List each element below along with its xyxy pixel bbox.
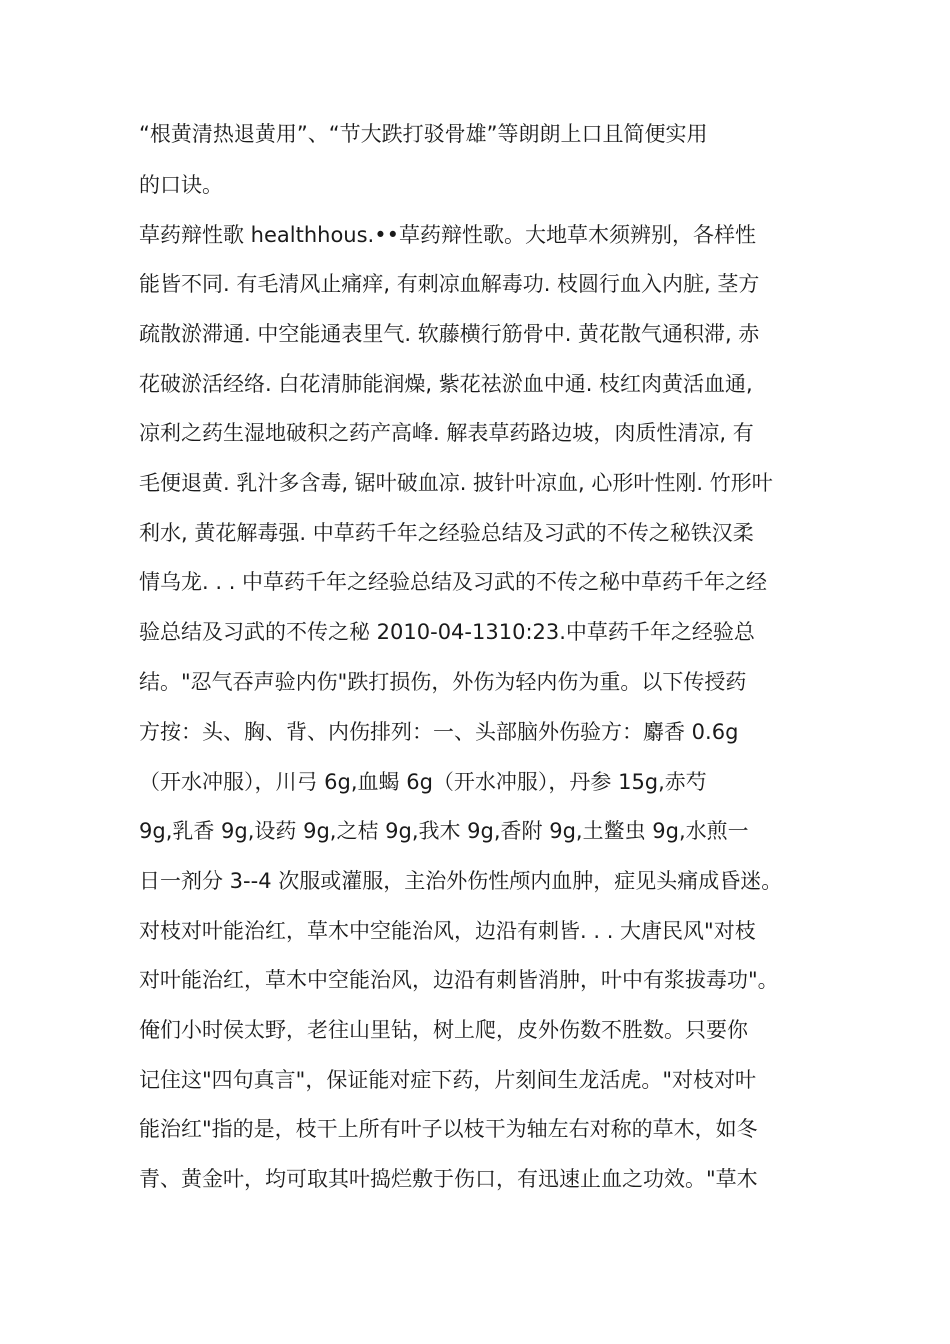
text-line: 花破淤活经络. 白花清肺能润燥, 紫花祛淤血中通. 枝红肉黄活血通, — [139, 372, 753, 396]
text-line: 利水, 黄花解毒强. 中草药千年之经验总结及习武的不传之秘铁汉柔 — [139, 521, 754, 545]
text-line: 的口诀。 — [139, 173, 223, 197]
text-line: 验总结及习武的不传之秘 2010-04-1310:23.中草药千年之经验总 — [139, 620, 755, 644]
text-line: “根黄清热退黄用”、“节大跌打驳骨雄”等朗朗上口且简便实用 — [139, 122, 708, 146]
text-line: 日一剂分 3--4 次服或灌服，主治外伤性颅内血肿，症见头痛成昏迷。 — [139, 869, 783, 893]
text-line: 记住这"四句真言"，保证能对症下药，片刻间生龙活虎。"对枝对叶 — [139, 1068, 756, 1092]
text-line: （开水冲服），川弓 6g,血蝎 6g（开水冲服），丹参 15g,赤芍 — [139, 770, 707, 794]
text-line: 青、黄金叶，均可取其叶捣烂敷于伤口，有迅速止血之功效。"草木 — [139, 1167, 758, 1191]
text-line: 草药辩性歌 healthhous.••草药辩性歌。大地草木须辨别，各样性 — [139, 223, 757, 247]
text-line: 凉利之药生湿地破积之药产高峰. 解表草药路边坡，肉质性清凉, 有 — [139, 421, 754, 445]
text-line: 对叶能治红，草木中空能治风，边沿有刺皆消肿，叶中有浆拔毒功"。 — [139, 968, 779, 992]
text-line: 情乌龙. . . 中草药千年之经验总结及习武的不传之秘中草药千年之经 — [139, 570, 768, 594]
text-line: 能皆不同. 有毛清风止痛痒, 有刺凉血解毒功. 枝圆行血入内脏, 茎方 — [139, 272, 760, 296]
text-line: 能治红"指的是，枝干上所有叶子以枝干为轴左右对称的草木，如冬 — [139, 1117, 758, 1141]
text-line: 俺们小时侯太野，老往山里钻，树上爬，皮外伤数不胜数。只要你 — [139, 1018, 748, 1042]
text-line: 对枝对叶能治红，草木中空能治风，边沿有刺皆. . . 大唐民风"对枝 — [139, 919, 756, 943]
text-line: 毛便退黄. 乳汁多含毒, 锯叶破血凉. 披针叶凉血, 心形叶性刚. 竹形叶 — [139, 471, 773, 495]
text-line: 疏散淤滞通. 中空能通表里气. 软藤横行筋骨中. 黄花散气通积滞, 赤 — [139, 322, 760, 346]
text-line: 方按：头、胸、背、内伤排列：一、头部脑外伤验方：麝香 0.6g — [139, 720, 739, 744]
text-line: 9g,乳香 9g,设药 9g,之桔 9g,我木 9g,香附 9g,土鳖虫 9g,水煎一 — [139, 819, 749, 843]
text-line: 结。"忍气吞声验内伤"跌打损伤，外伤为轻内伤为重。以下传授药 — [139, 670, 747, 694]
